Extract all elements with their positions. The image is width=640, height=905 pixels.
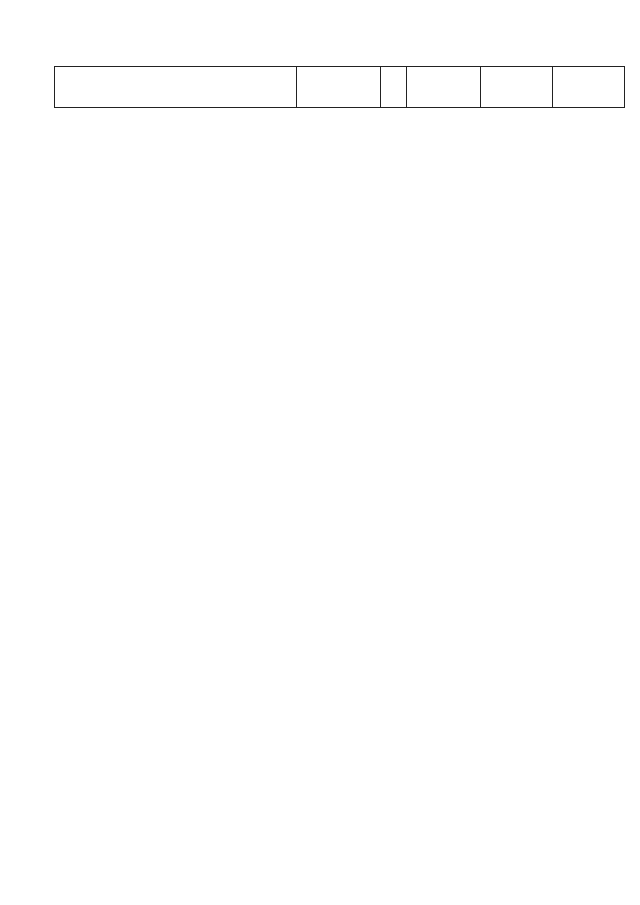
- table-header-row: [55, 67, 625, 108]
- column-header-sum-2020: [407, 67, 481, 108]
- column-header-vr: [381, 67, 407, 108]
- column-header-csr: [297, 67, 381, 108]
- column-header-sum-2022: [553, 67, 625, 108]
- budget-table: [54, 66, 625, 108]
- column-header-sum-2021: [481, 67, 553, 108]
- column-header-name: [55, 67, 297, 108]
